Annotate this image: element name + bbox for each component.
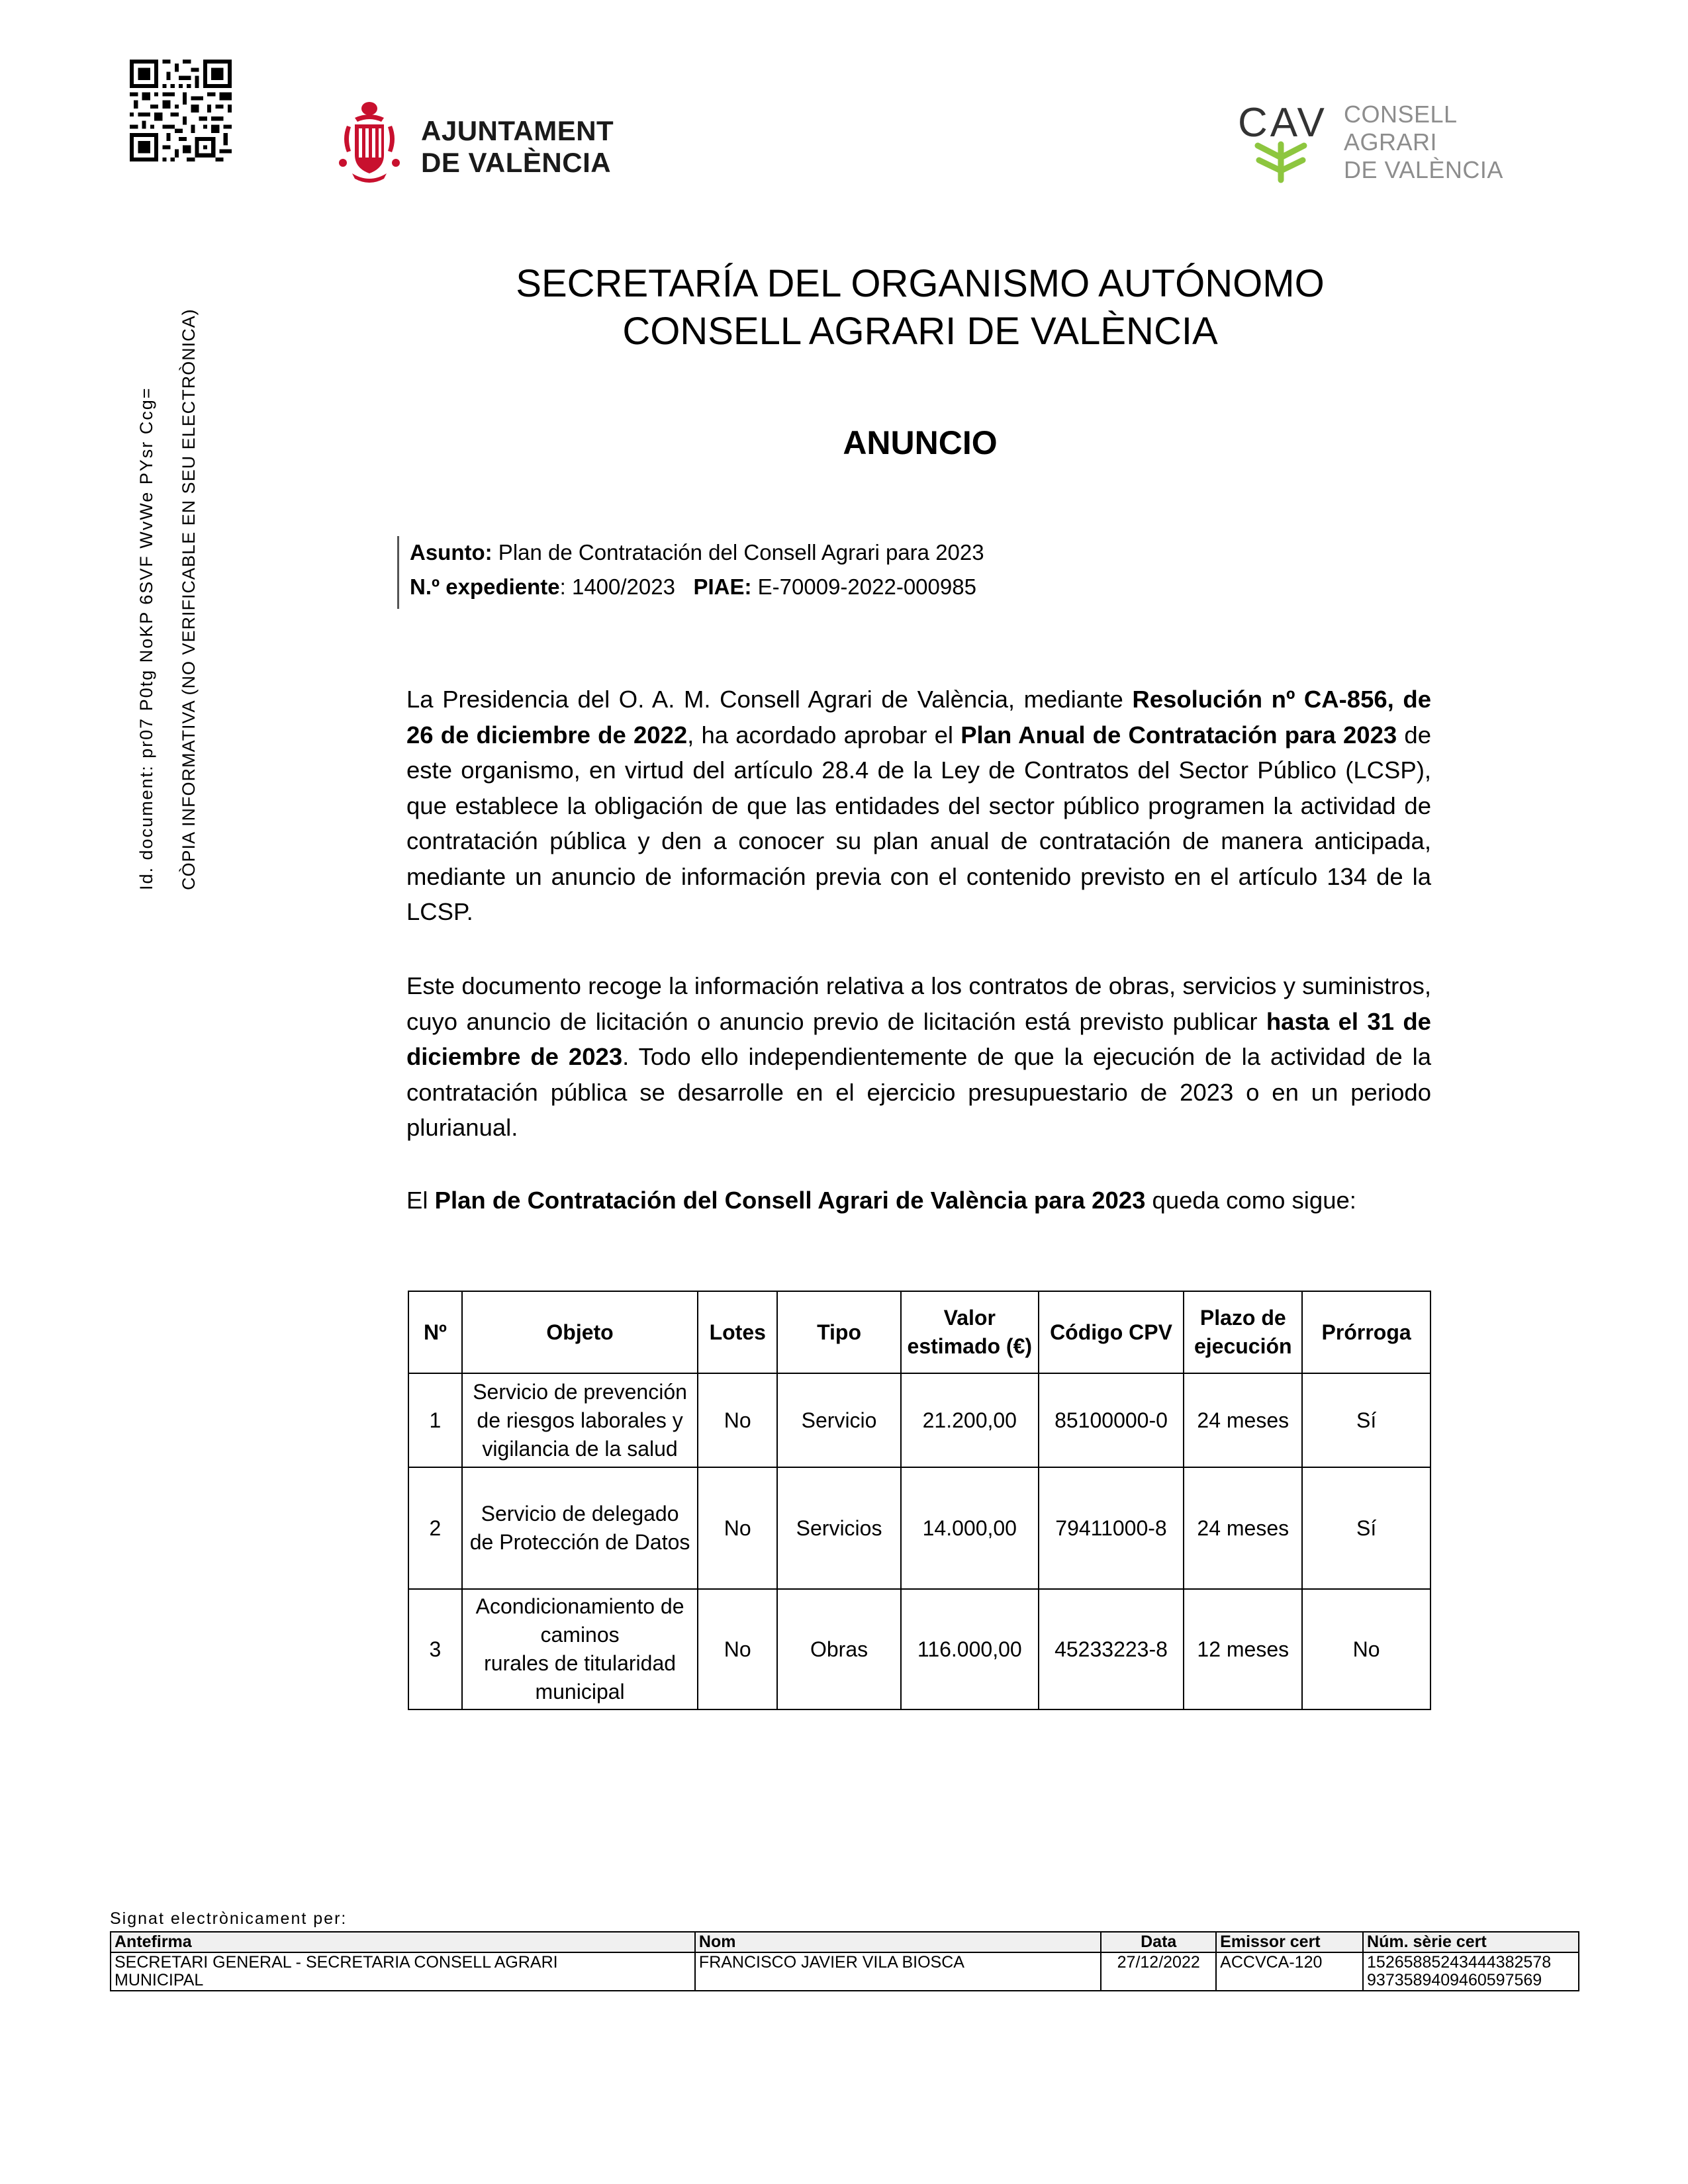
p2-bold-fecha: hasta el 31 de diciembre de 2023	[406, 1007, 1431, 1070]
cell-tipo: Obras	[777, 1589, 901, 1709]
objeto-line: rurales de titularidad	[484, 1651, 677, 1675]
asunto-label: Asunto:	[410, 540, 492, 565]
cell-objeto	[462, 1467, 698, 1589]
plazo-header-line1: Plazo de	[1199, 1306, 1286, 1330]
cell-num: 1	[408, 1373, 462, 1467]
cell-cpv: 79411000-8	[1039, 1467, 1184, 1589]
serie-line1: 15265885243444382578	[1367, 1953, 1552, 1972]
cell-num: 2	[408, 1467, 462, 1589]
cell-num: 3	[408, 1589, 462, 1709]
sig-header-antefirma: Antefirma	[111, 1932, 695, 1952]
cell-cpv: 85100000-0	[1039, 1373, 1184, 1467]
cell-valor: 14.000,00	[901, 1467, 1039, 1589]
col-header-cpv: Código CPV	[1039, 1291, 1184, 1373]
cav-logo-letters: CAV	[1238, 100, 1327, 146]
sig-cell-data: 27/12/2022	[1101, 1952, 1216, 1991]
col-header-objeto: Objeto	[462, 1291, 698, 1373]
asunto-value: Plan de Contratación del Consell Agrari para 2023	[492, 540, 984, 565]
cell-prorroga: No	[1302, 1589, 1430, 1709]
cell-tipo: Servicio	[777, 1373, 901, 1467]
valor-header-line1: Valor	[943, 1306, 996, 1330]
objeto-line: de riesgos laborales y	[477, 1408, 683, 1432]
cell-cpv: 45233223-8	[1039, 1589, 1184, 1709]
cell-plazo: 12 meses	[1184, 1589, 1302, 1709]
cell-objeto	[462, 1589, 698, 1709]
cell-plazo: 24 meses	[1184, 1373, 1302, 1467]
sig-cell-serie	[1363, 1952, 1579, 1991]
sig-cell-antefirma	[111, 1952, 695, 1991]
cell-objeto	[462, 1373, 698, 1467]
signature-row	[111, 1952, 1579, 1991]
expediente-label: N.º expediente	[410, 574, 560, 599]
copia-informativa-vertical: CÒPIA INFORMATIVA (NO VERIFICABLE EN SEU ELECTRÒNICA)	[179, 308, 199, 890]
col-header-valor	[901, 1291, 1039, 1373]
p3-bold-plan: Plan de Contratación del Consell Agrari de València para 2023	[434, 1187, 1146, 1214]
cav-logo-line2: AGRARI	[1344, 128, 1438, 156]
p1-bold-resolucion: Resolución nº CA-856, de 26 de diciembre de 2022	[406, 686, 1431, 749]
p1-bold-plan: Plan Anual de Contratación para 2023	[961, 721, 1397, 749]
cell-tipo: Servicios	[777, 1467, 901, 1589]
ajuntament-logo-line1: AJUNTAMENT	[421, 115, 614, 146]
piae-value: E-70009-2022-000985	[751, 574, 976, 599]
cell-valor: 21.200,00	[901, 1373, 1039, 1467]
col-header-prorroga: Prórroga	[1302, 1291, 1430, 1373]
col-header-lotes: Lotes	[698, 1291, 777, 1373]
sig-header-emissor: Emissor cert	[1216, 1932, 1363, 1952]
cell-lotes: No	[698, 1373, 777, 1467]
cav-logo	[1238, 99, 1516, 185]
cav-logo-line3: DE VALÈNCIA	[1344, 156, 1503, 183]
piae-label: PIAE:	[693, 574, 752, 599]
cell-lotes: No	[698, 1589, 777, 1709]
col-header-plazo	[1184, 1291, 1302, 1373]
expediente-value: : 1400/2023	[559, 574, 675, 599]
table-row	[408, 1373, 1430, 1467]
plan-contratacion-table	[408, 1291, 1431, 1710]
page-title-line2: CONSELL AGRARI DE VALÈNCIA	[622, 310, 1218, 353]
sig-header-serie: Núm. sèrie cert	[1363, 1932, 1579, 1952]
asunto-line	[410, 540, 984, 565]
signature-header-row	[111, 1932, 1579, 1952]
p1-text-1: La Presidencia del O. A. M. Consell Agrari de València, mediante	[406, 686, 1133, 713]
signature-table	[110, 1931, 1579, 1991]
objeto-line: vigilancia de la salud	[482, 1436, 678, 1461]
p3-text-1: El	[406, 1187, 435, 1214]
objeto-line: Servicio de prevención	[473, 1379, 687, 1404]
objeto-line: Servicio de delegado	[481, 1502, 679, 1525]
paragraph-resolucion	[406, 682, 1431, 930]
sig-cell-nom: FRANCISCO JAVIER VILA BIOSCA	[695, 1952, 1101, 1991]
p3-text-2: queda como sigue:	[1145, 1187, 1356, 1214]
paragraph-informacion	[406, 968, 1431, 1146]
col-header-num: Nº	[408, 1291, 462, 1373]
ajuntament-logo-line2: DE VALÈNCIA	[421, 147, 612, 178]
expediente-line	[410, 574, 976, 600]
objeto-line: Acondicionamiento de	[475, 1594, 684, 1618]
objeto-line: caminos	[540, 1623, 620, 1647]
antefirma-line2: MUNICIPAL	[115, 1971, 204, 1989]
paragraph-plan	[406, 1183, 1431, 1218]
page-title-line1: SECRETARÍA DEL ORGANISMO AUTÓNOMO	[516, 262, 1325, 305]
plazo-header-line2: ejecución	[1194, 1334, 1292, 1358]
sig-header-nom: Nom	[695, 1932, 1101, 1952]
valor-header-line2: estimado (€)	[907, 1334, 1033, 1358]
objeto-line: municipal	[535, 1680, 625, 1704]
cav-leaf-icon	[1244, 140, 1317, 184]
objeto-line: de Protección de Datos	[469, 1530, 690, 1554]
sig-header-data: Data	[1101, 1932, 1216, 1952]
cell-plazo: 24 meses	[1184, 1467, 1302, 1589]
subject-block	[397, 536, 1260, 609]
antefirma-line1: SECRETARI GENERAL - SECRETARIA CONSELL AGRARI	[115, 1953, 558, 1972]
col-header-tipo: Tipo	[777, 1291, 901, 1373]
p2-text-1: Este documento recoge la información relativa a los contratos de obras, servicios y suministros, cuyo anuncio de licitación o anuncio previo de licitación está previsto publicar	[406, 972, 1431, 1035]
document-id-vertical: Id. document: pr07 P0tg NoKP 6SVF WvWe PYsr Ccg=	[136, 387, 156, 890]
cav-logo-line1: CONSELL	[1344, 101, 1458, 128]
cell-valor: 116.000,00	[901, 1589, 1039, 1709]
p1-text-2: , ha acordado aprobar el	[687, 721, 961, 749]
ajuntament-logo	[331, 99, 616, 185]
signed-by-label: Signat electrònicament per:	[110, 1909, 348, 1928]
qr-code	[130, 60, 232, 161]
serie-line2: 9373589409460597569	[1367, 1971, 1542, 1989]
cell-prorroga: Sí	[1302, 1373, 1430, 1467]
cell-lotes: No	[698, 1467, 777, 1589]
table-header-row	[408, 1291, 1430, 1373]
p1-text-3: de este organismo, en virtud del artículo 28.4 de la Ley de Contratos del Sector Público (LCSP), que establece la obligación de que las entidades del sector público programen la actividad de contratación pública y den a conocer su plan anual de contratación de manera anticipada, mediante un anuncio de información previa con el contenido previsto en el artículo 134 de la LCSP.	[406, 721, 1431, 925]
anuncio-heading: ANUNCIO	[843, 424, 998, 461]
city-crest-icon	[335, 99, 404, 184]
table-row	[408, 1467, 1430, 1589]
p2-text-2: . Todo ello independientemente de que la ejecución de la actividad de la contratación pública se desarrolle en el ejercicio presupuestario de 2023 o en un periodo plurianual.	[406, 1043, 1431, 1141]
table-row	[408, 1589, 1430, 1709]
cell-prorroga: Sí	[1302, 1467, 1430, 1589]
sig-cell-emissor: ACCVCA-120	[1216, 1952, 1363, 1991]
